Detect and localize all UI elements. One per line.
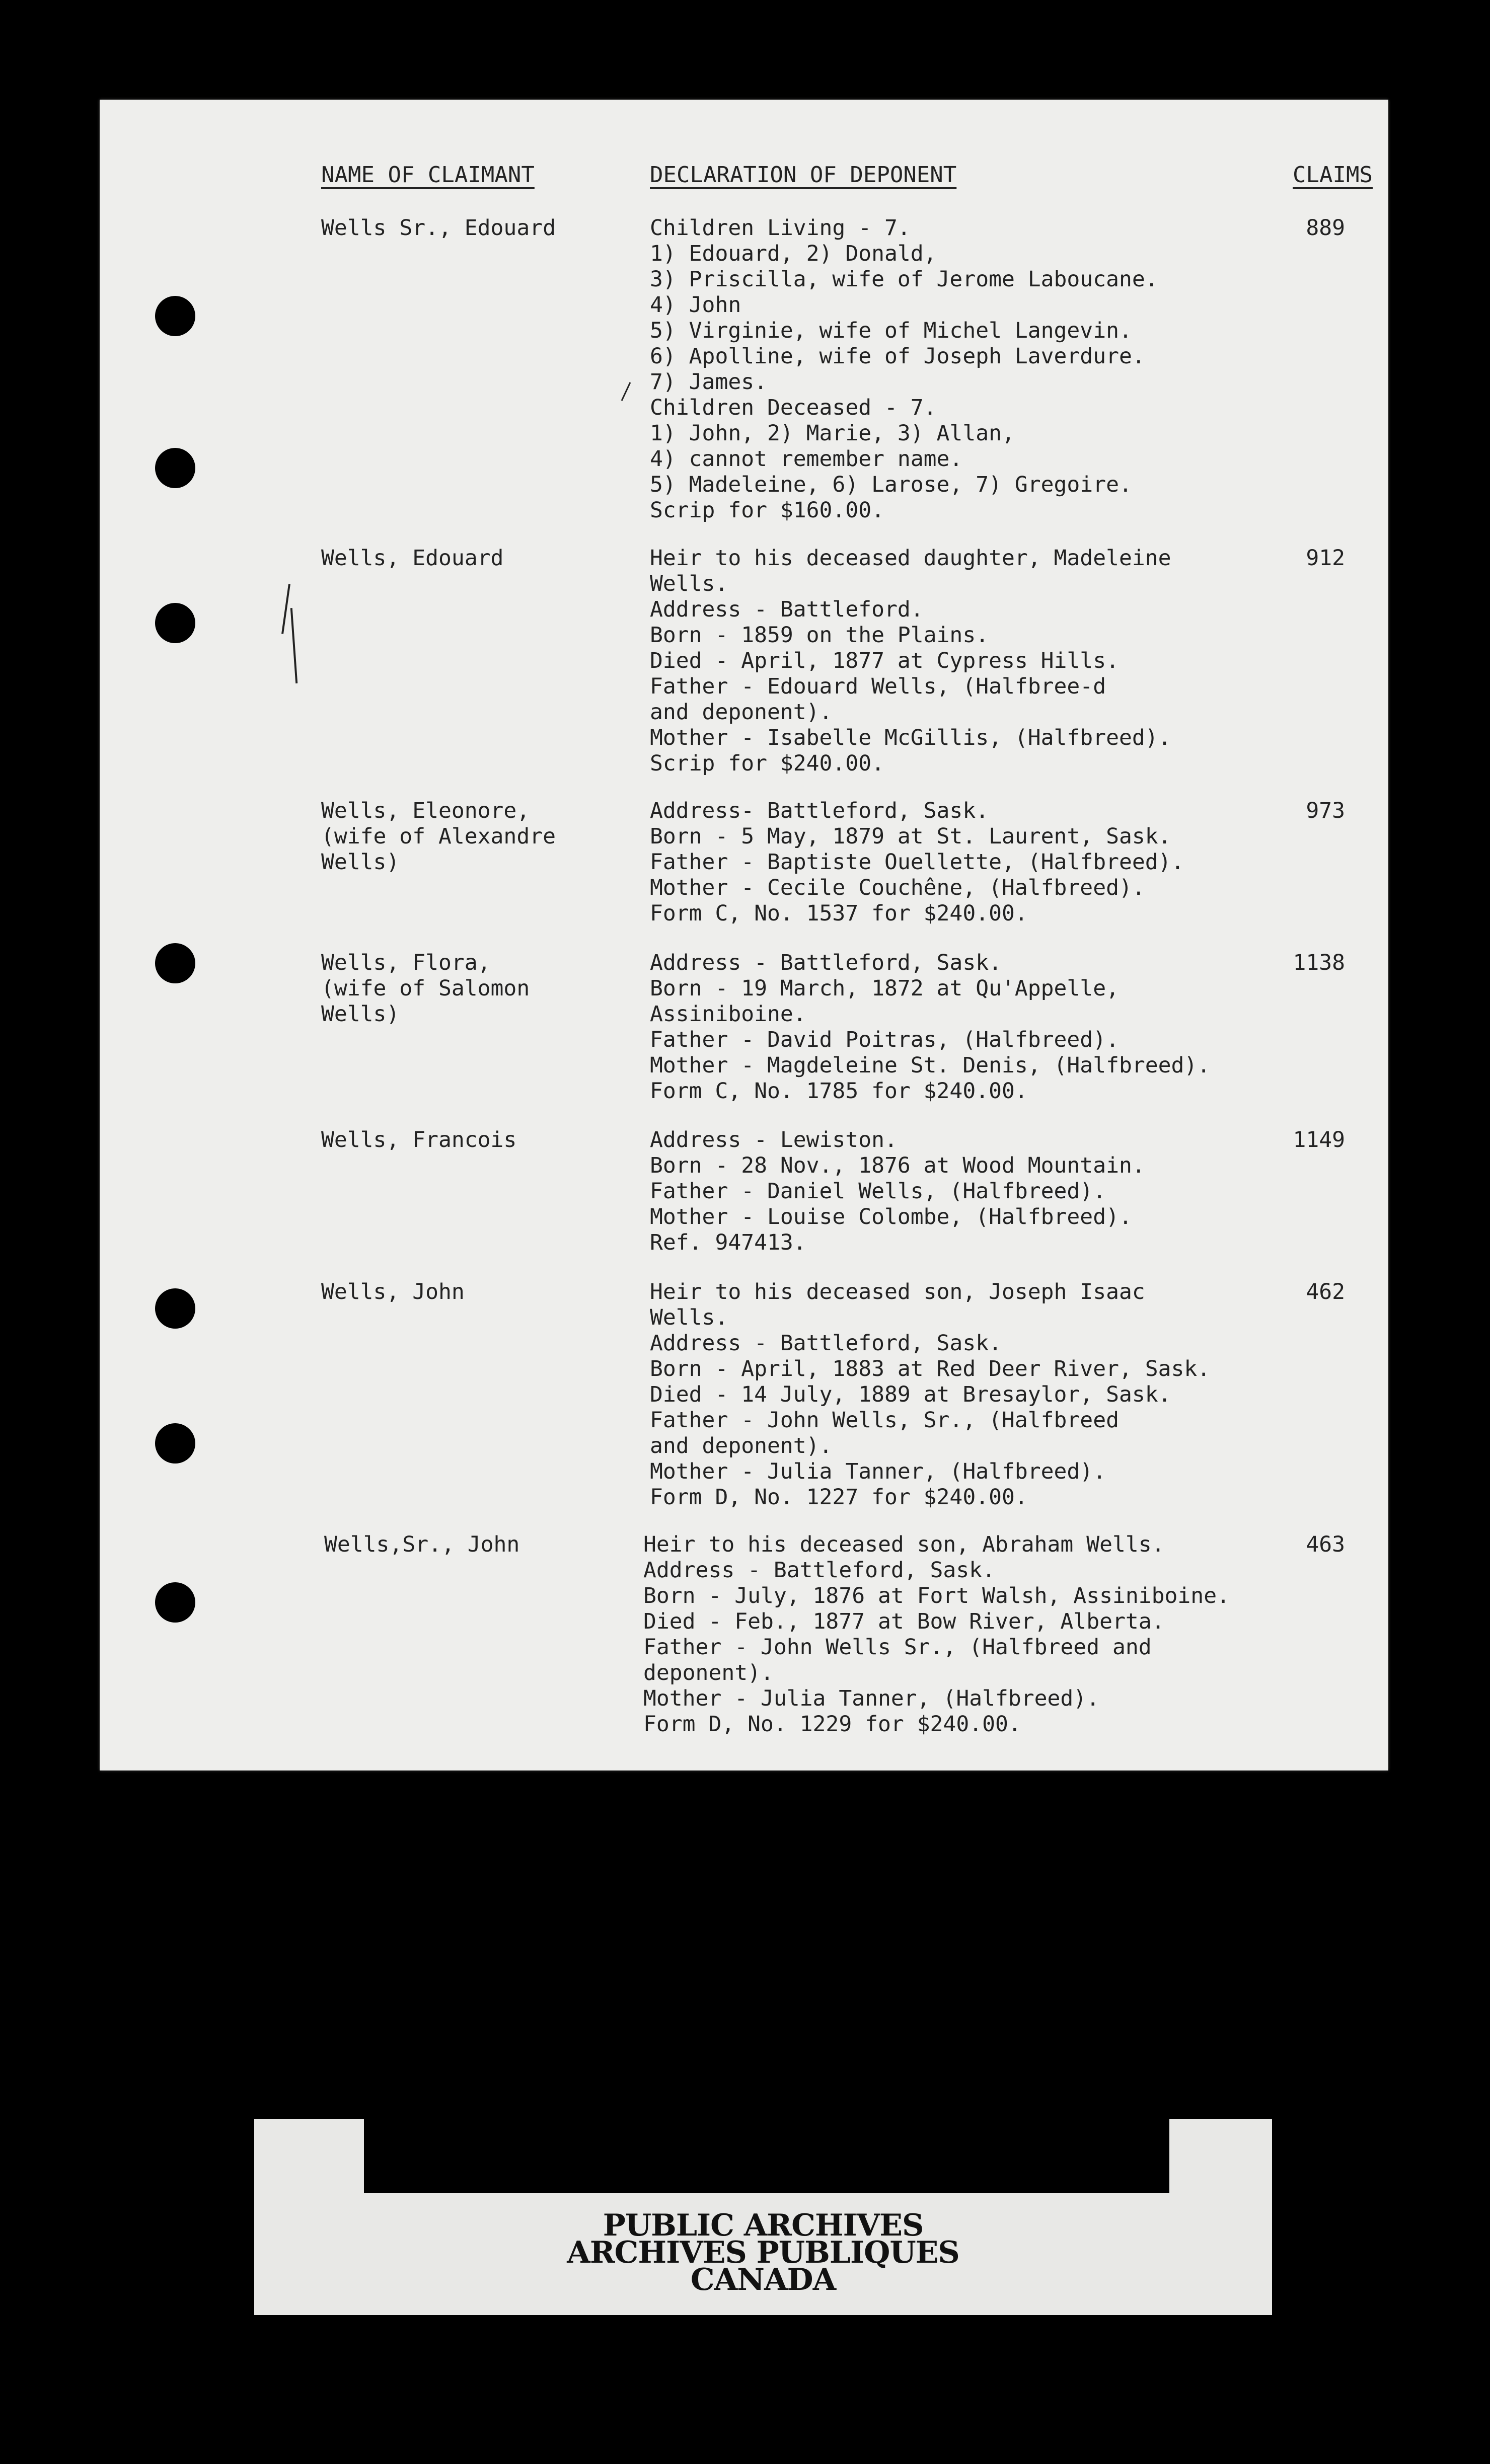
declaration-line: Born - 5 May, 1879 at St. Laurent, Sask. [650, 824, 1171, 849]
declaration-text [643, 1532, 1273, 1737]
declaration-line: Form D, No. 1229 for $240.00. [643, 1712, 1021, 1737]
document-page [100, 100, 1388, 1770]
declaration-line: Mother - Cecile Couchêne, (Halfbreed). [650, 875, 1145, 900]
declaration-line: 7) James. [650, 369, 767, 395]
declaration-line: Scrip for $240.00. [650, 751, 884, 776]
claim-number: 1138 [1293, 950, 1345, 975]
declaration-line: Died - April, 1877 at Cypress Hills. [650, 648, 1119, 673]
header-claims: CLAIMS [1293, 162, 1373, 188]
claimant-name: Wells, Flora, (wife of Salomon Wells) [321, 950, 530, 1027]
binder-hole [155, 943, 195, 983]
binder-hole [155, 296, 195, 336]
declaration-line: Father - David Poitras, (Halfbreed). [650, 1027, 1119, 1052]
declaration-text [650, 950, 1279, 1104]
pen-mark [290, 608, 297, 683]
declaration-line: Address - Battleford, Sask. [650, 1331, 1002, 1356]
claim-number: 463 [1306, 1532, 1345, 1557]
claim-number: 1149 [1293, 1127, 1345, 1152]
claim-number: 462 [1306, 1279, 1345, 1304]
declaration-line: Ref. 947413. [650, 1230, 806, 1255]
pen-mark [621, 382, 631, 401]
claimant-name: Wells,Sr., John [324, 1532, 520, 1557]
claimant-name: Wells Sr., Edouard [321, 215, 556, 241]
declaration-line: Address - Battleford. [650, 597, 924, 622]
declaration-line: Form C, No. 1785 for $240.00. [650, 1079, 1028, 1104]
stamp-line-public-archives: PUBLIC ARCHIVES [603, 2208, 924, 2243]
declaration-line: Heir to his deceased daughter, Madeleine [650, 546, 1171, 571]
declaration-line: Father - Baptiste Ouellette, (Halfbreed). [650, 850, 1184, 875]
declaration-line: Mother - Louise Colombe, (Halfbreed). [650, 1204, 1132, 1229]
declaration-line: Wells. [650, 571, 728, 596]
claimant-name: Wells, Edouard [321, 546, 504, 571]
declaration-line: Mother - Julia Tanner, (Halfbreed). [650, 1459, 1106, 1484]
declaration-line: Wells. [650, 1305, 728, 1330]
declaration-line: Address - Battleford, Sask. [643, 1558, 995, 1583]
binder-hole [155, 448, 195, 488]
declaration-line: and deponent). [650, 700, 833, 725]
declaration-line: Mother - Julia Tanner, (Halfbreed). [643, 1686, 1100, 1711]
declaration-text [650, 798, 1279, 927]
declaration-line: 1) Edouard, 2) Donald, [650, 241, 937, 266]
header-declaration-of-deponent: DECLARATION OF DEPONENT [650, 162, 957, 188]
declaration-line: 3) Priscilla, wife of Jerome Laboucane. [650, 267, 1158, 292]
archives-stamp [254, 2119, 1272, 2315]
declaration-text [650, 1127, 1279, 1256]
declaration-text [650, 1279, 1279, 1510]
binder-hole [155, 1423, 195, 1464]
declaration-line: Address - Battleford, Sask. [650, 950, 1002, 975]
declaration-line: Father - John Wells, Sr., (Halfbreed [650, 1408, 1119, 1433]
declaration-line: Form D, No. 1227 for $240.00. [650, 1485, 1028, 1510]
declaration-line: Died - Feb., 1877 at Bow River, Alberta. [643, 1609, 1165, 1634]
declaration-line: 4) John [650, 292, 741, 318]
pen-mark [281, 584, 290, 634]
declaration-line: Father - Daniel Wells, (Halfbreed). [650, 1179, 1106, 1204]
declaration-line: Born - 28 Nov., 1876 at Wood Mountain. [650, 1153, 1145, 1178]
header-name-of-claimant: NAME OF CLAIMANT [321, 162, 535, 188]
declaration-line: and deponent). [650, 1433, 833, 1458]
stamp-line-archives-publiques: ARCHIVES PUBLIQUES [567, 2235, 959, 2270]
declaration-line: deponent). [643, 1660, 774, 1685]
declaration-line: Born - July, 1876 at Fort Walsh, Assiniboine. [643, 1583, 1230, 1608]
declaration-line: Heir to his deceased son, Joseph Isaac [650, 1279, 1145, 1304]
claimant-name: Wells, Francois [321, 1127, 517, 1152]
declaration-line: Father - John Wells Sr., (Halfbreed and [643, 1635, 1152, 1660]
declaration-line: Mother - Isabelle McGillis, (Halfbreed). [650, 725, 1171, 750]
declaration-line: 4) cannot remember name. [650, 446, 963, 472]
declaration-text [650, 546, 1279, 777]
declaration-line: Born - 19 March, 1872 at Qu'Appelle, [650, 976, 1119, 1001]
declaration-line: Died - 14 July, 1889 at Bresaylor, Sask. [650, 1382, 1171, 1407]
claim-number: 889 [1306, 215, 1345, 241]
declaration-line: Assiniboine. [650, 1002, 806, 1027]
binder-hole [155, 1582, 195, 1623]
stamp-line-canada: CANADA [690, 2262, 836, 2297]
declaration-line: Heir to his deceased son, Abraham Wells. [643, 1532, 1165, 1557]
declaration-line: Father - Edouard Wells, (Halfbree-d [650, 674, 1106, 699]
declaration-line: Born - April, 1883 at Red Deer River, Sask. [650, 1356, 1211, 1381]
declaration-line: 6) Apolline, wife of Joseph Laverdure. [650, 344, 1145, 369]
declaration-line: Mother - Magdeleine St. Denis, (Halfbreed). [650, 1053, 1211, 1078]
declaration-line: Form C, No. 1537 for $240.00. [650, 901, 1028, 926]
declaration-line: Address- Battleford, Sask. [650, 798, 989, 823]
binder-hole [155, 603, 195, 643]
declaration-text [650, 215, 1279, 523]
declaration-line: Children Living - 7. [650, 215, 911, 241]
declaration-line: Born - 1859 on the Plains. [650, 623, 989, 648]
claim-number: 912 [1306, 546, 1345, 571]
declaration-line: Scrip for $160.00. [650, 498, 884, 523]
declaration-line: 5) Virginie, wife of Michel Langevin. [650, 318, 1132, 343]
claim-number: 973 [1306, 798, 1345, 823]
declaration-line: Address - Lewiston. [650, 1127, 898, 1152]
declaration-line: 5) Madeleine, 6) Larose, 7) Gregoire. [650, 472, 1132, 497]
claimant-name: Wells, Eleonore, (wife of Alexandre Wells) [321, 798, 556, 875]
binder-hole [155, 1288, 195, 1329]
stamp-notch [364, 2119, 1169, 2193]
declaration-line: 1) John, 2) Marie, 3) Allan, [650, 421, 1015, 446]
declaration-line: Children Deceased - 7. [650, 395, 937, 420]
claimant-name: Wells, John [321, 1279, 465, 1304]
